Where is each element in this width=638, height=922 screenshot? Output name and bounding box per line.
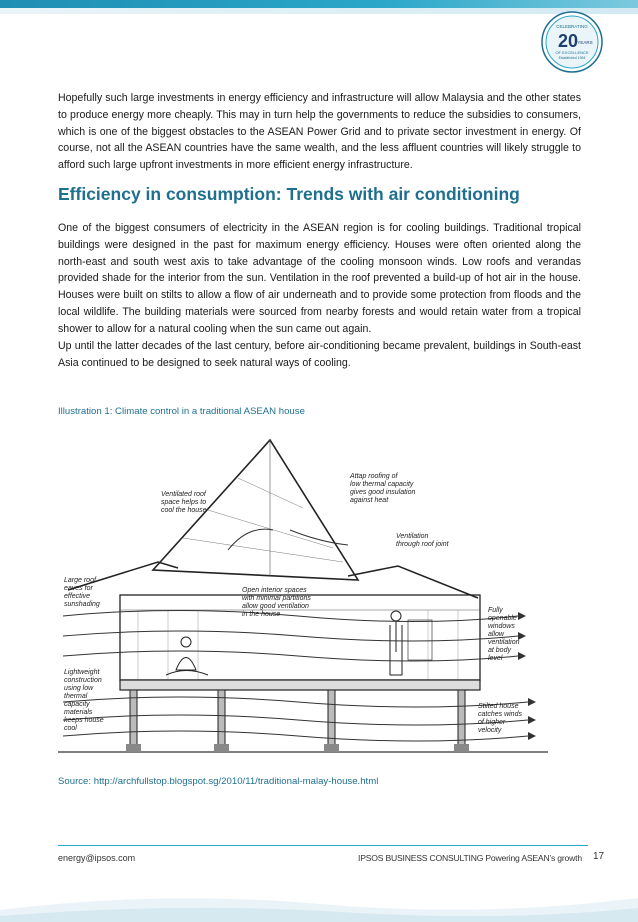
footer-divider (58, 845, 588, 846)
label-windows-6: at body (488, 647, 511, 654)
label-interior-3: allow good ventilation (242, 603, 309, 610)
label-eaves-4: sunshading (64, 601, 100, 608)
footer-company: IPSOS BUSINESS CONSULTING Powering ASEAN’s growth (358, 853, 582, 863)
label-eaves-2: eaves for (64, 585, 93, 592)
label-windows-7: level (488, 655, 503, 662)
top-accent-bar (0, 0, 638, 8)
label-interior-2: with minimal partitions (242, 595, 311, 602)
label-windows-2: openable (488, 615, 517, 622)
label-stilted-4: velocity (478, 727, 502, 734)
label-lightweight-3: using low (64, 685, 94, 692)
label-lightweight-5: capacity (64, 701, 90, 708)
bottom-decorative-wave (0, 880, 638, 922)
badge-top-text: CELEBRATING (556, 24, 588, 29)
label-ventilated-roof-1: Ventilated roof (161, 491, 206, 498)
label-windows-5: ventilation (488, 639, 520, 646)
label-eaves-3: effective (64, 593, 91, 600)
label-lightweight-7: keeps house (64, 717, 104, 724)
label-lightweight-6: materials (64, 709, 93, 716)
section-heading: Efficiency in consumption: Trends with air conditioning (58, 184, 520, 204)
label-interior-1: Open interior spaces (242, 587, 307, 594)
label-attap-3: gives good insulation (350, 489, 416, 496)
label-lightweight-1: Lightweight (64, 669, 100, 676)
label-stilted-2: catches winds (478, 711, 522, 718)
anniversary-badge (540, 10, 604, 74)
label-lightweight-2: construction (64, 677, 102, 684)
label-lightweight-4: thermal (64, 693, 88, 700)
label-stilted-3: of higher (478, 719, 506, 726)
label-windows-4: allow (488, 631, 504, 638)
page-number: 17 (593, 851, 605, 862)
label-attap-2: low thermal capacity (350, 481, 414, 488)
label-windows-1: Fully (488, 607, 503, 614)
label-attap-4: against heat (350, 497, 389, 504)
footer-email: energy@ipsos.com (58, 853, 136, 863)
body-paragraph-1: One of the biggest consumers of electricity in the ASEAN region is for cooling buildings. Traditional tropical buildings were designed in the past for maximum energy efficiency. Houses were often oriented along the north-east and south west axis to take advantage of the cooling monsoon winds. Low roofs and verandas provided shade for the interior from the sun. Ventilation in the roof prevented a build-up of hot air in the house. Houses were built on stilts to allow a flow of air underneath and to provide some protection from floods and the local wildlife. The building materials were sourced from nearby forests and would retain water from a tropical shower to allow for a natural cooling when the sun came out again. (58, 222, 581, 335)
label-lightweight-8: cool (64, 725, 77, 732)
label-eaves-1: Large roof (64, 577, 96, 584)
intro-paragraph: Hopefully such large investments in energy efficiency and infrastructure will allow Malaysia and the other states to produce energy more cheaply. This may in turn help the governments to reduce the subsidies to consumers, which is one of the biggest obstacles to the ASEAN Power Grid and to private sector investment in energy. Of course, not all the ASEAN countries have the same wealth, and the less affluent countries will likely struggle to afford such large upfront investments in more efficient energy infrastructure. (58, 92, 581, 172)
body-paragraph-2: Up until the latter decades of the last century, before air-conditioning became prevalent, buildings in South-east Asia continued to be designed to seek natural ways of cooling. (58, 340, 581, 369)
illustration-caption: Illustration 1: Climate control in a traditional ASEAN house (58, 406, 305, 417)
badge-sub1-text: OF EXCELLENCE (555, 50, 589, 55)
label-interior-4: in the house (242, 611, 281, 618)
badge-sub2-text: Established 1994 (558, 56, 586, 60)
label-windows-3: windows (488, 623, 515, 630)
label-attap-1: Attap roofing of (350, 473, 398, 480)
label-ventilation-1: Ventilation (396, 533, 429, 540)
traditional-house-illustration (58, 430, 578, 760)
label-stilted-1: Stilted house (478, 703, 519, 710)
label-ventilated-roof-2: space helps to (161, 499, 207, 506)
badge-years-text: YEARS (577, 40, 593, 45)
source-citation: Source: http://archfullstop.blogspot.sg/2010/11/traditional-malay-house.html (58, 776, 379, 787)
label-ventilated-roof-3: cool the house (161, 507, 207, 514)
label-ventilation-2: through roof joint (396, 541, 449, 548)
badge-number: 20 (557, 31, 579, 51)
